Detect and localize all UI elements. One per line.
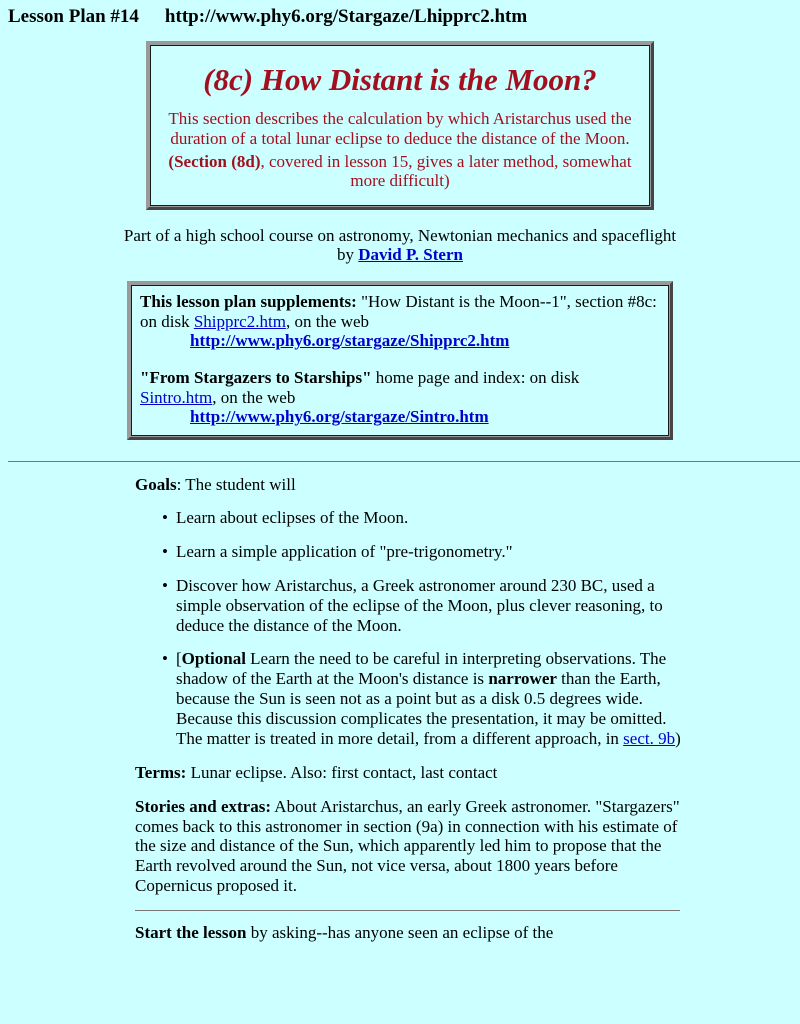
optional-close-paren: ) — [675, 728, 681, 748]
supplement-item-2 — [140, 368, 660, 427]
stargazers-label: "From Stargazers to Starships" — [140, 367, 372, 387]
optional-part1: Learn the need to be careful in interpreting observations. The shadow of the Earth at the Moon's distance is — [176, 649, 667, 689]
section-8d-label: (Section (8d) — [168, 151, 261, 171]
by-word: by — [337, 245, 359, 265]
page-header — [0, 0, 800, 28]
title-box — [146, 41, 654, 209]
supplement-1-title: "How Distant is the Moon--1", section #8c: on disk — [140, 291, 657, 331]
optional-part3: Because this discussion complicates the presentation, it may be omitted. The matter is treated in more detail, from a different approach, in — [176, 709, 667, 748]
stories-text: About Aristarchus, an early Greek astronomer. "Stargazers" comes back to this astronomer in section (9a) in connection with his estimate of the size and distance of the Sun, which apparently led him to propose that the Earth revolved around the Sun, not vice versa, about 1800 years before Copernicus proposed it. — [135, 796, 680, 896]
page-url: http://www.phy6.org/Stargaze/Lhipprc2.htm — [164, 6, 528, 27]
goals-list — [135, 508, 683, 749]
lesson-plan-label: Lesson Plan #14 — [8, 6, 139, 27]
narrower-label: narrower — [488, 669, 557, 689]
title-description-line1: This section describes the calculation by which Aristarchus used the duration of a total lunar eclipse to deduce the distance of the Moon. — [168, 109, 632, 148]
supplement-1-after-disk: , on the web — [285, 311, 370, 331]
optional-open-bracket: [ — [176, 649, 182, 669]
shipprc2-web-url-link[interactable]: http://www.phy6.org/stargaze/Shipprc2.htm — [190, 331, 510, 351]
main-content — [135, 475, 683, 943]
title-description-section — [161, 152, 639, 191]
course-text: Part of a high school course on astronomy, Newtonian mechanics and spaceflight — [123, 225, 677, 245]
author-link[interactable]: David P. Stern — [358, 245, 463, 265]
list-item — [135, 542, 683, 562]
start-lesson-paragraph — [135, 923, 683, 943]
terms-label: Terms: — [135, 762, 187, 782]
supplements-box-container — [0, 281, 800, 440]
title-description — [161, 109, 639, 148]
supplement-item-1 — [140, 292, 660, 351]
byline — [0, 226, 800, 265]
goal-item-text: Learn a simple application of "pre-trigonometry." — [176, 541, 513, 561]
supplement-2-after-disk: , on the web — [212, 387, 296, 407]
start-lesson-label: Start the lesson — [135, 923, 247, 942]
list-item — [135, 508, 683, 528]
sect-9b-link[interactable]: sect. 9b — [623, 728, 676, 748]
section-8d-rest: , covered in lesson 15, gives a later method, somewhat more difficult) — [260, 151, 632, 191]
goals-label: Goals — [135, 475, 177, 495]
goals-lead: : The student will — [176, 475, 296, 495]
terms-text: Lunar eclipse. Also: first contact, last contact — [186, 762, 498, 782]
shipprc2-disk-link[interactable]: Shipprc2.htm — [193, 311, 286, 331]
sintro-disk-link[interactable]: Sintro.htm — [140, 387, 213, 407]
optional-part2: than the Earth, because the Sun is seen not as a point but as a disk 0.5 degrees wide. — [176, 669, 661, 709]
stories-paragraph — [135, 797, 683, 896]
supplements-box — [127, 281, 673, 440]
supplement-2-text: home page and index: on disk — [371, 367, 580, 387]
goal-item-text: Discover how Aristarchus, a Greek astronomer around 230 BC, used a simple observation of the eclipse of the Moon, plus clever reasoning, to deduce the distance of the Moon. — [176, 575, 663, 635]
optional-label: Optional — [181, 649, 246, 669]
sintro-web-url-link[interactable]: http://www.phy6.org/stargaze/Sintro.htm — [190, 407, 489, 427]
list-item-optional — [135, 649, 683, 748]
title-box-container — [0, 41, 800, 209]
start-lesson-text: by asking--has anyone seen an eclipse of the — [246, 923, 554, 942]
page-title: (8c) How Distant is the Moon? — [203, 62, 597, 98]
supplements-label: This lesson plan supplements: — [140, 291, 357, 311]
section-divider-middle — [135, 910, 680, 911]
goals-heading — [135, 475, 683, 495]
terms-paragraph — [135, 763, 683, 783]
stories-label: Stories and extras: — [135, 796, 271, 816]
list-item — [135, 576, 683, 636]
section-divider-top — [8, 461, 800, 462]
goal-item-text: Learn about eclipses of the Moon. — [176, 508, 409, 527]
